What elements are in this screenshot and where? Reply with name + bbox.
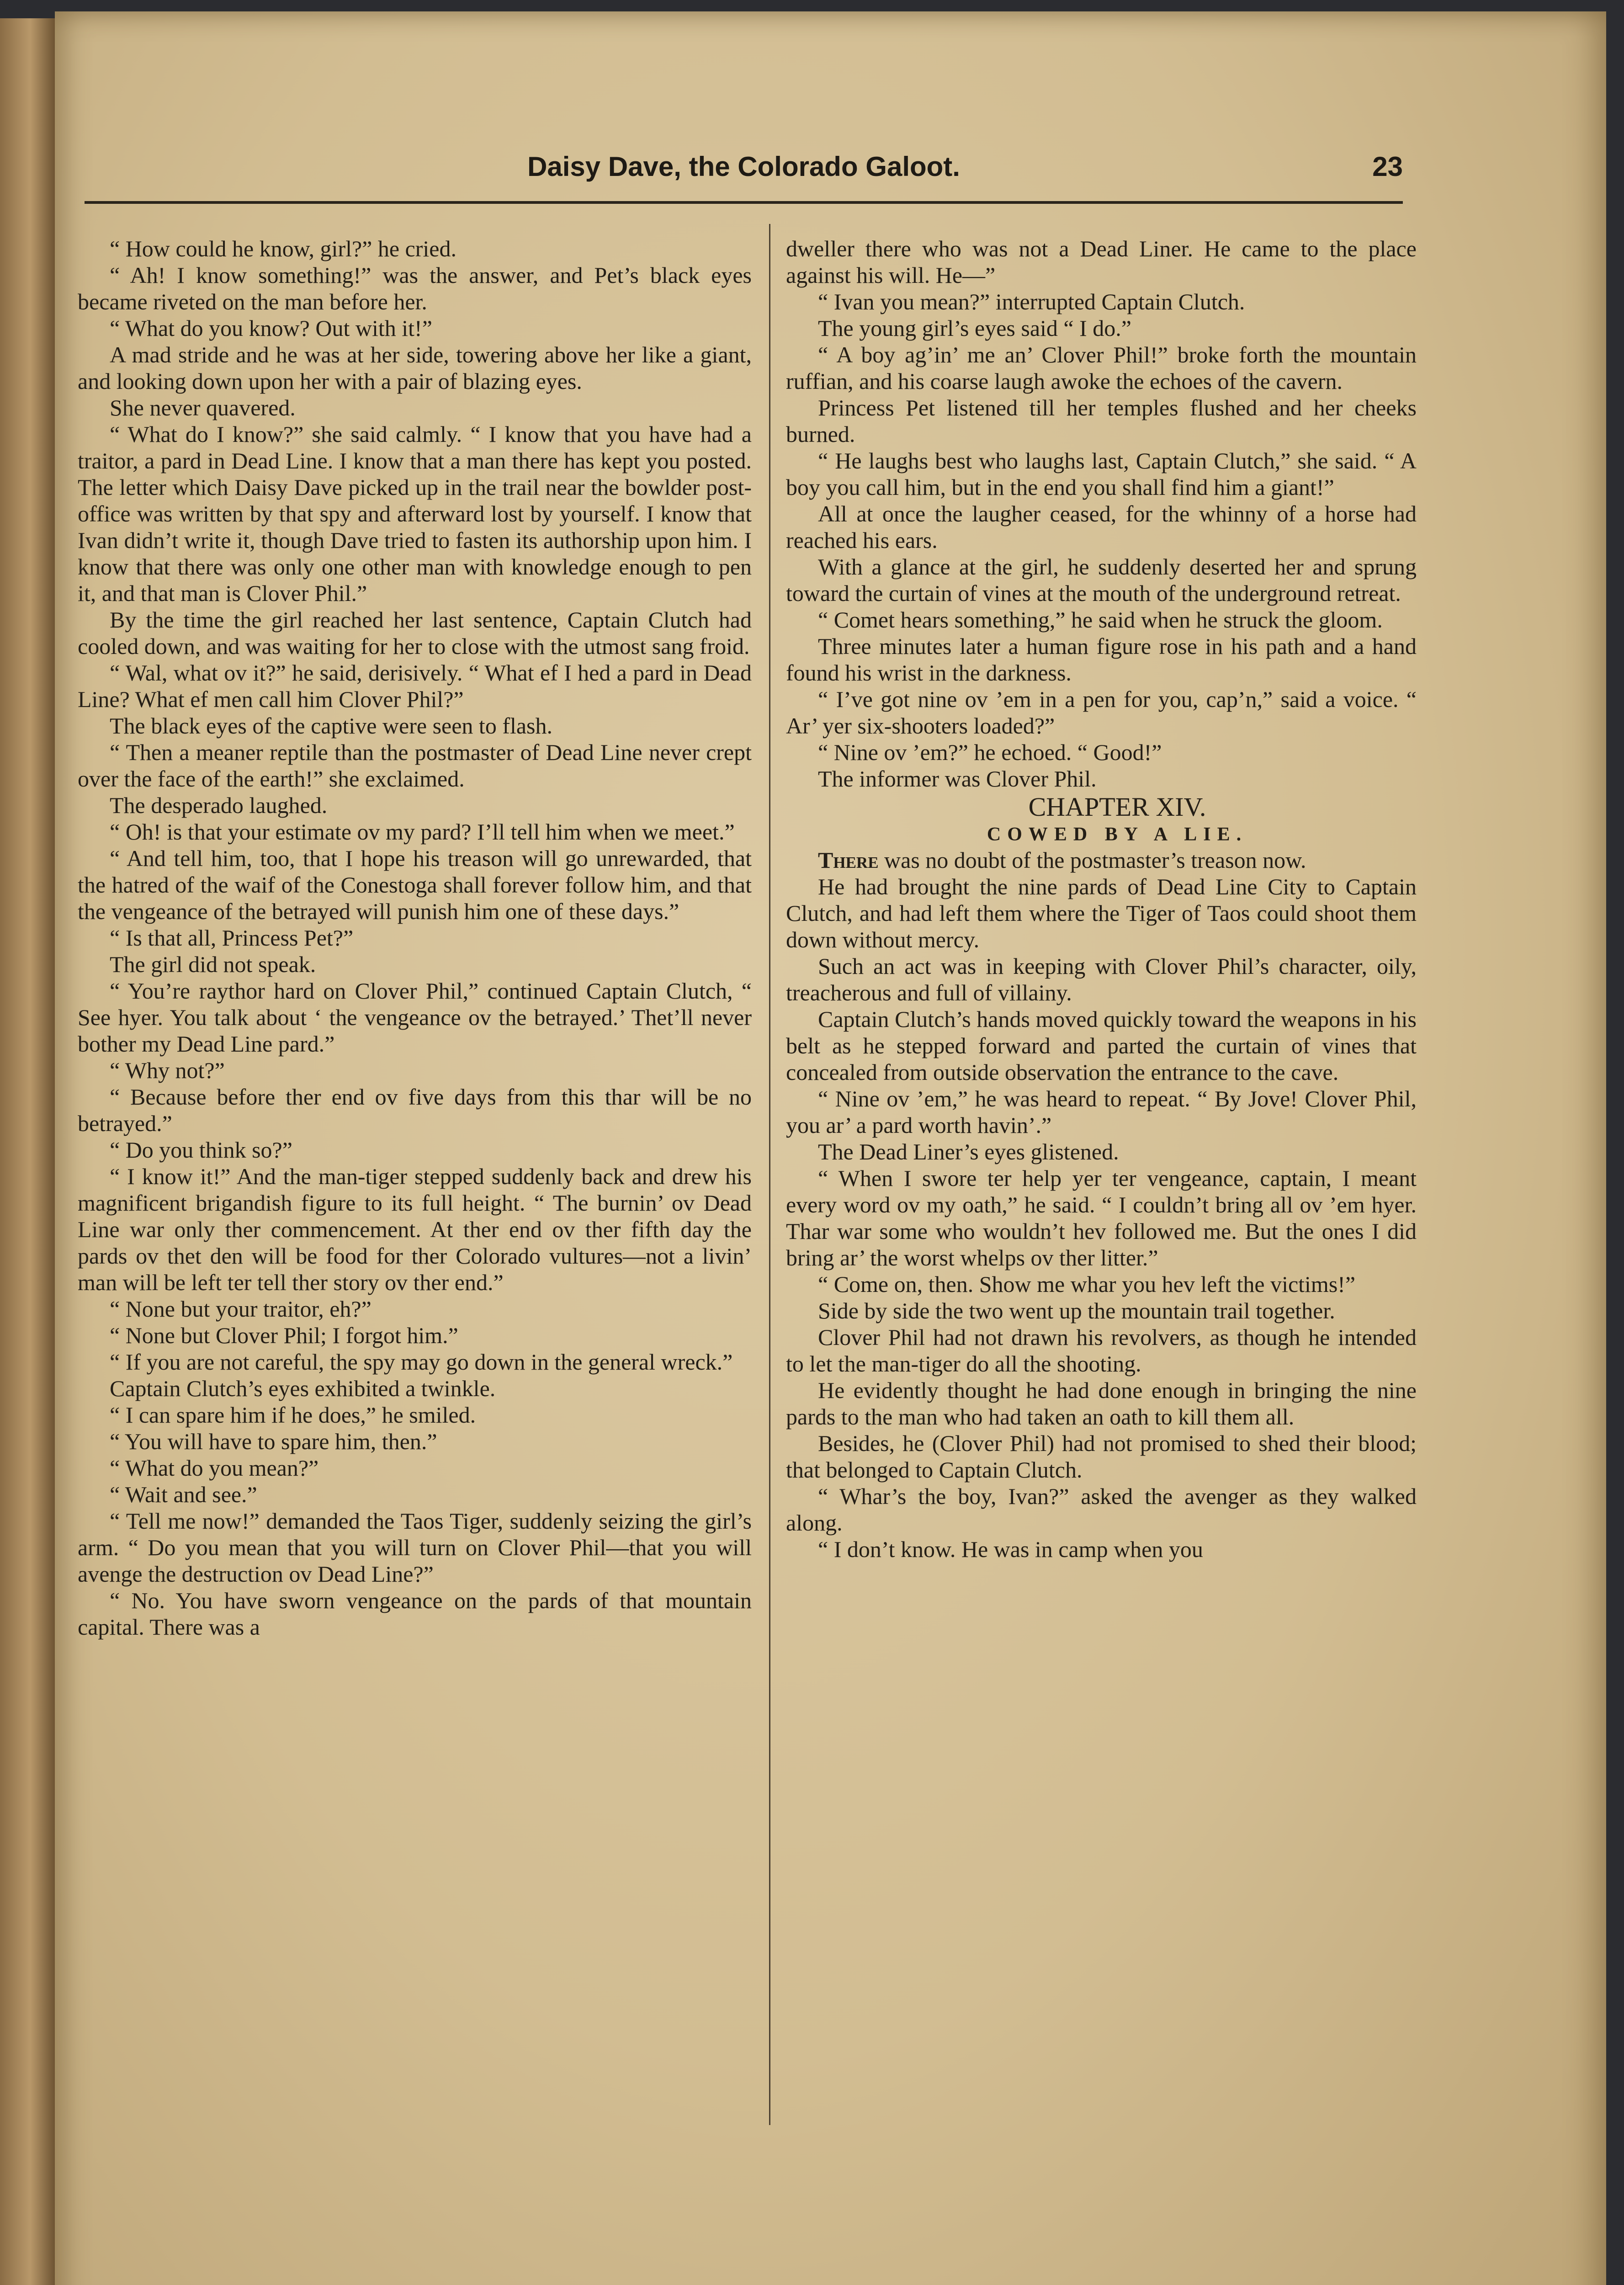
paragraph: “ Nine ov ’em?” he echoed. “ Good!” — [818, 739, 1162, 765]
paragraph: “ No. You have sworn vengeance on the pards of that mountain capital. There was a — [78, 1588, 752, 1640]
paragraph: “ Whar’s the boy, Ivan?” asked the avenger as they walked along. — [786, 1483, 1417, 1536]
paragraph: A mad stride and he was at her side, towering above her like a giant, and looking down upon her with a pair of blazing eyes. — [78, 342, 752, 394]
paragraph: “ None but Clover Phil; I forgot him.” — [110, 1323, 458, 1348]
right-column-text-top — [786, 235, 1417, 792]
paragraph: Princess Pet listened till her temples flushed and her cheeks burned. — [786, 395, 1417, 447]
paragraph: “ Nine ov ’em,” he was heard to repeat. “ By Jove! Clover Phil, you ar’ a pard worth havin’.” — [786, 1086, 1417, 1138]
paragraph: “ Wait and see.” — [110, 1482, 257, 1507]
paragraph: “ Do you think so?” — [110, 1137, 292, 1163]
chapter-first-paragraph-text: was no doubt of the postmaster’s treason now. — [878, 847, 1306, 873]
chapter-subtitle: COWED BY A LIE. — [987, 824, 1248, 845]
paragraph: “ Ah! I know something!” was the answer, and Pet’s black eyes became riveted on the man before her. — [78, 262, 752, 314]
paragraph: Captain Clutch’s hands moved quickly toward the weapons in his belt as he stepped forward and parted the curtain of vines that concealed from outside observation the entrance to the cave. — [786, 1006, 1417, 1085]
paragraph: “ And tell him, too, that I hope his treason will go unrewarded, that the hatred of the waif of the Conestoga shall forever follow him, and that the vengeance of the betrayed will punish him one of these days.” — [78, 845, 752, 924]
paragraph: Besides, he (Clover Phil) had not promised to shed their blood; that belonged to Captain Clutch. — [786, 1430, 1417, 1483]
paragraph: The Dead Liner’s eyes glistened. — [818, 1139, 1119, 1164]
paragraph: “ Is that all, Princess Pet?” — [110, 925, 354, 951]
paragraph: “ Tell me now!” demanded the Taos Tiger, suddenly seizing the girl’s arm. “ Do you mean that you will turn on Clover Phil—that you will avenge the destruction ov Dead Line?” — [78, 1508, 752, 1587]
paragraph: Three minutes later a human figure rose in his path and a hand found his wrist in the darkness. — [786, 633, 1417, 686]
paragraph: The young girl’s eyes said “ I do.” — [818, 315, 1131, 341]
running-head: Daisy Dave, the Colorado Galoot. — [527, 151, 960, 182]
paragraph: Side by side the two went up the mountain trail together. — [818, 1298, 1335, 1323]
paragraph: dweller there who was not a Dead Liner. He came to the place against his will. He—” — [786, 236, 1417, 288]
paragraph: “ A boy ag’in’ me an’ Clover Phil!” broke forth the mountain ruffian, and his coarse laugh awoke the echoes of the cavern. — [786, 342, 1417, 394]
paragraph: He evidently thought he had done enough in bringing the nine pards to the man who had taken an oath to kill them all. — [786, 1377, 1417, 1429]
paragraph: Clover Phil had not drawn his revolvers, as though he intended to let the man-tiger do all the shooting. — [786, 1324, 1417, 1376]
paragraph: “ Because before ther end ov five days from this thar will be no betrayed.” — [78, 1084, 752, 1136]
paragraph: Such an act was in keeping with Clover Phil’s character, oily, treacherous and full of villainy. — [786, 953, 1417, 1005]
paragraph: “ What do you know? Out with it!” — [110, 315, 432, 341]
paragraph: “ What do I know?” she said calmly. “ I know that you have had a traitor, a pard in Dead Line. I know that a man there has kept you posted. The letter which Daisy Dave picked up in the trail near the bowlder post-office was written by that spy and afterward lost by yourself. I know that Ivan didn’t write it, though Dave tried to fasten its authorship upon him. I know that there was only one other man with knowledge enough to pen it, and that man is Clover Phil.” — [78, 421, 752, 606]
page-header — [85, 151, 1403, 201]
paragraph: “ I’ve got nine ov ’em in a pen for you, cap’n,” said a voice. “ Ar’ yer six-shooters loaded?” — [786, 686, 1417, 739]
right-column — [786, 235, 1417, 2132]
book-spine — [0, 18, 55, 2285]
paragraph: He had brought the nine pards of Dead Line City to Captain Clutch, and had left them where the Tiger of Taos could shoot them down without mercy. — [786, 874, 1417, 952]
header-rule — [85, 201, 1403, 204]
paragraph: “ Comet hears something,” he said when he struck the gloom. — [818, 607, 1383, 632]
paragraph: “ I can spare him if he does,” he smiled. — [110, 1402, 476, 1428]
paragraph: “ None but your traitor, eh?” — [110, 1296, 372, 1322]
paragraph: The girl did not speak. — [110, 951, 316, 977]
paragraph: “ Ivan you mean?” interrupted Captain Clutch. — [818, 289, 1245, 314]
paragraph: The desperado laughed. — [110, 792, 328, 818]
right-column-text-bottom — [786, 873, 1417, 1562]
paragraph: “ I know it!” And the man-tiger stepped suddenly back and drew his magnificent brigandish figure to its full height. “ The burnin’ ov Dead Line war only ther commencement. At ther end ov ther fifth day the pards ov thet den will be food for ther Colorado vultures—not a livin’ man will be left ter tell ther story ov ther end.” — [78, 1164, 752, 1295]
column-divider — [769, 224, 770, 2125]
chapter-first-paragraph — [786, 847, 1417, 873]
chapter-lead-word: There — [818, 847, 879, 873]
page-number: 23 — [1372, 151, 1403, 182]
paragraph: All at once the laugher ceased, for the whinny of a horse had reached his ears. — [786, 501, 1417, 553]
paragraph: “ How could he know, girl?” he cried. — [110, 236, 456, 261]
paragraph: “ Oh! is that your estimate ov my pard? I’ll tell him when we meet.” — [110, 819, 735, 845]
paragraph: “ Why not?” — [110, 1057, 225, 1083]
left-column — [78, 235, 752, 2132]
paragraph: “ You’re raythor hard on Clover Phil,” continued Captain Clutch, “ See hyer. You talk about ‘ the vengeance ov the betrayed.’ Thet’ll never bother my Dead Line pard.” — [78, 978, 752, 1057]
paragraph: The informer was Clover Phil. — [818, 766, 1097, 792]
paragraph: The black eyes of the captive were seen to flash. — [110, 713, 553, 739]
paragraph: “ What do you mean?” — [110, 1455, 319, 1481]
paragraph: “ He laughs best who laughs last, Captain Clutch,” she said. “ A boy you call him, but in the end you shall find him a giant!” — [786, 448, 1417, 500]
paragraph: She never quavered. — [110, 395, 296, 420]
paragraph: By the time the girl reached her last sentence, Captain Clutch had cooled down, and was waiting for her to close with the utmost sang froid. — [78, 607, 752, 659]
paragraph: “ I don’t know. He was in camp when you — [818, 1536, 1203, 1562]
paragraph: With a glance at the girl, he suddenly deserted her and sprung toward the curtain of vines at the mouth of the underground retreat. — [786, 554, 1417, 606]
paragraph: “ When I swore ter help yer ter vengeance, captain, I meant every word ov my oath,” he said. “ I couldn’t bring all ov ’em hyer. Thar war some who wouldn’t hev followed me. But the ones I did bring ar’ the worst whelps ov ther litter.” — [786, 1165, 1417, 1270]
paragraph: “ If you are not careful, the spy may go down in the general wreck.” — [110, 1349, 733, 1375]
paragraph: “ Then a meaner reptile than the postmaster of Dead Line never crept over the face of the earth!” she exclaimed. — [78, 739, 752, 792]
paragraph: “ You will have to spare him, then.” — [110, 1429, 437, 1454]
paragraph: “ Come on, then. Show me whar you hev left the victims!” — [818, 1271, 1356, 1297]
paragraph: “ Wal, what ov it?” he said, derisively. “ What ef I hed a pard in Dead Line? What ef men call him Clover Phil?” — [78, 660, 752, 712]
chapter-heading: CHAPTER XIV. — [1028, 792, 1206, 822]
paragraph: Captain Clutch’s eyes exhibited a twinkle. — [110, 1376, 496, 1401]
